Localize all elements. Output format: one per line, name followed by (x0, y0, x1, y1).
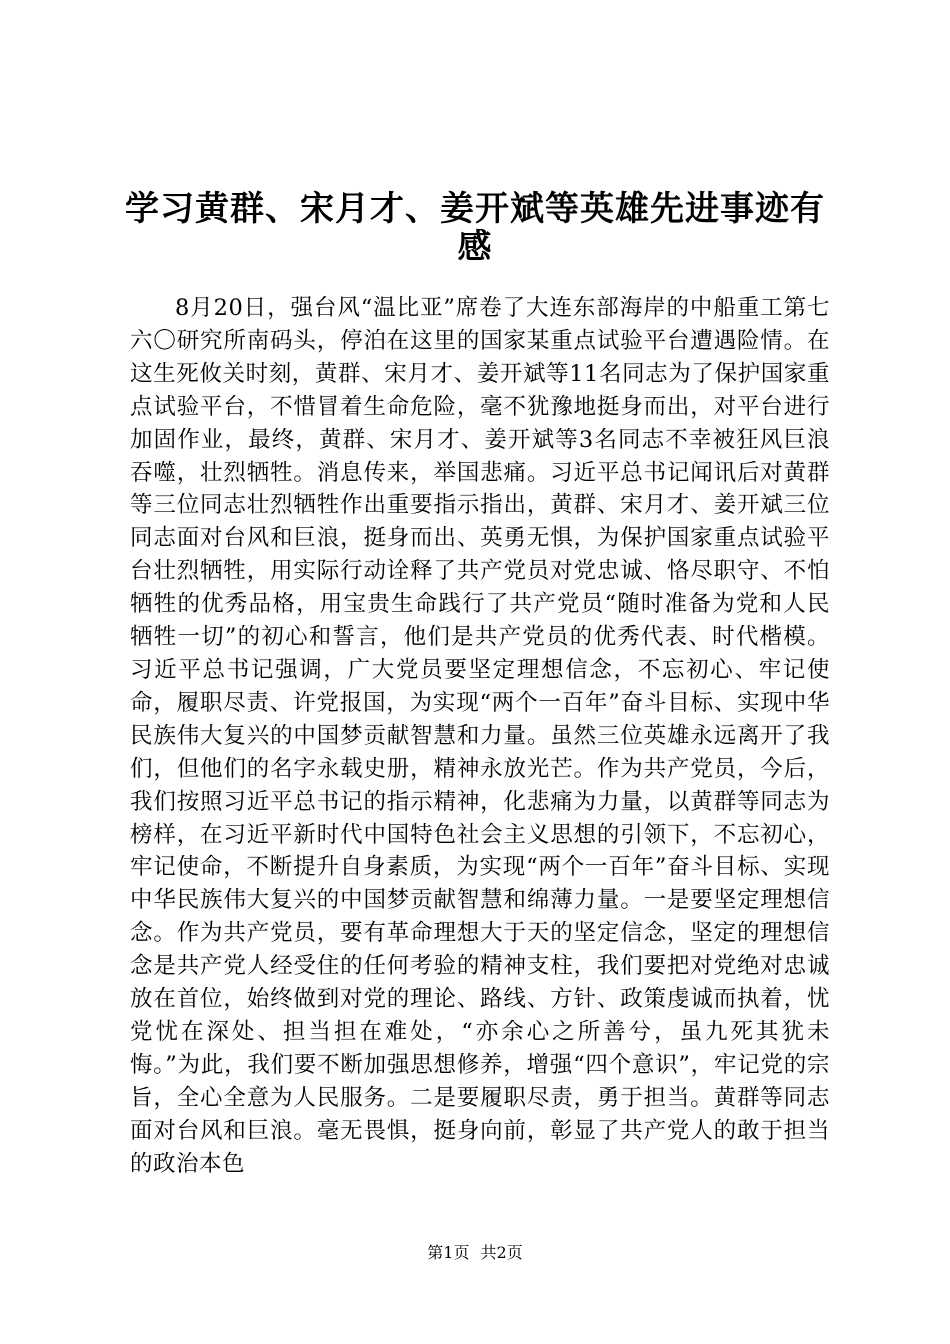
page-number-total: 共2页 (480, 1243, 523, 1262)
page-footer (0, 1243, 950, 1263)
body-paragraph: 8月20日，强台风“温比亚”席卷了大连东部海岸的中船重工第七六〇研究所南码头，停泊在这里的国家某重点试验平台遭遇险情。在这生死攸关时刻，黄群、宋月才、姜开斌等11名同志为了保护国家重点试验平台，不惜冒着生命危险，毫不犹豫地挺身而出，对平台进行加固作业，最终，黄群、宋月才、姜开斌等3名同志不幸被狂风巨浪吞噬，壮烈牺牲。消息传来，举国悲痛。习近平总书记闻讯后对黄群等三位同志壮烈牺牲作出重要指示指出，黄群、宋月才、姜开斌三位同志面对台风和巨浪，挺身而出、英勇无惧，为保护国家重点试验平台壮烈牺牲，用实际行动诠释了共产党员对党忠诚、恪尽职守、不怕牺牲的优秀品格，用宝贵生命践行了共产党员“随时准备为党和人民牺牲一切”的初心和誓言，他们是共产党员的优秀代表、时代楷模。习近平总书记强调，广大党员要坚定理想信念，不忘初心、牢记使命，履职尽责、许党报国，为实现“两个一百年”奋斗目标、实现中华民族伟大复兴的中国梦贡献智慧和力量。虽然三位英雄永远离开了我们，但他们的名字永载史册，精神永放光芒。作为共产党员，今后，我们按照习近平总书记的指示精神，化悲痛为力量，以黄群等同志为榜样，在习近平新时代中国特色社会主义思想的引领下，不忘初心，牢记使命，不断提升自身素质，为实现“两个一百年”奋斗目标、实现中华民族伟大复兴的中国梦贡献智慧和绵薄力量。一是要坚定理想信念。作为共产党员，要有革命理想大于天的坚定信念，坚定的理想信念是共产党人经受住的任何考验的精神支柱，我们要把对党绝对忠诚放在首位，始终做到对党的理论、路线、方针、政策虔诚而执着，忧党忧在深处、担当担在难处，“亦余心之所善兮，虽九死其犹未悔。”为此，我们要不断加强思想修养，增强“四个意识”，牢记党的宗旨，全心全意为人民服务。二是要履职尽责，勇于担当。黄群等同志面对台风和巨浪。毫无畏惧，挺身向前，彰显了共产党人的敢于担当的政治本色 (130, 295, 830, 1177)
document-title-line1: 学习黄群、宋月才、姜开斌等英雄先进事迹有 (125, 189, 825, 229)
page-number-current: 第1页 (427, 1243, 470, 1262)
document-title-line2: 感 (457, 227, 493, 267)
